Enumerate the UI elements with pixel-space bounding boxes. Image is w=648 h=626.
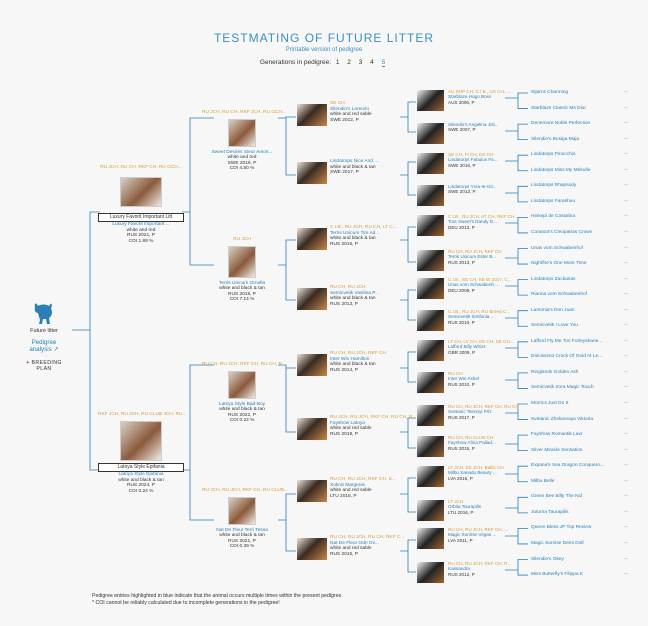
gen4-photo	[417, 90, 444, 111]
gen3-titles: RU CH, RU JCH	[330, 285, 366, 290]
gen4-titles: RU CH, RU JCH, RKF CH, ...	[448, 527, 508, 532]
gen5-ancestor[interactable]: Denemore Noble Perfection	[531, 121, 591, 127]
gen4-photo	[417, 405, 444, 426]
gen2-titles: RU JCH, RU CH, RKF JCH, RU GCH...	[202, 110, 286, 115]
gen3-name[interactable]: Nat De Fleur Odri Ov...	[330, 540, 379, 546]
gen3-born: RUS 2016, P	[330, 241, 358, 247]
more-options-icon[interactable]: ‥	[624, 196, 629, 203]
more-options-icon[interactable]: ‥	[624, 119, 629, 126]
more-options-icon[interactable]: ‥	[624, 399, 629, 405]
more-options-icon[interactable]: ‥	[624, 538, 629, 545]
grandparent-node-0[interactable]	[330, 101, 392, 123]
gen4-born: RUS 2012, P	[448, 571, 475, 577]
sire-parent-node-2[interactable]	[202, 362, 286, 424]
gen3-name[interactable]: Terris Unicum Tim Ad...	[330, 230, 380, 236]
gen4-titles: RU CH, RU JCH, RKF CH, RU CH	[448, 404, 519, 409]
more-options-icon[interactable]: ‥	[624, 259, 629, 266]
gen4-born: SWE 2016, P	[448, 162, 476, 168]
more-options-icon[interactable]: ‥	[624, 476, 629, 483]
gen3-color: white and red sable	[330, 546, 372, 552]
generations-label: Generations in pedigree:	[259, 59, 331, 66]
gen5-ancestor[interactable]: Svetanic Zhelannaya Viktoria	[531, 416, 594, 422]
gen2-color: white and black & tan	[219, 407, 265, 413]
gen3-color: white and black & tan	[330, 236, 376, 242]
dam-search-input[interactable]: Latoya Style Epifania	[98, 463, 184, 473]
great-grandparent-node-9[interactable]	[448, 371, 504, 387]
gen3-photo	[297, 228, 327, 250]
gen2-born: SWE 2019, P	[227, 160, 257, 166]
great-grandparent-node-2[interactable]	[448, 152, 504, 168]
great-grandparent-node-11[interactable]	[448, 435, 504, 451]
gen4-titles: LT JCH	[448, 499, 464, 504]
gen5-ancestor[interactable]: Juturna Taurapilis	[531, 509, 569, 515]
gen2-titles: RU JCH	[233, 237, 251, 242]
more-options-icon[interactable]: ‥	[624, 321, 629, 328]
gen5-ancestor[interactable]: Lindatorps Miss My Melodie	[531, 167, 591, 173]
gen4-titles: AU SHP CH, C.I.B., US CH, ...	[448, 89, 511, 94]
gen4-born: SWE 2013, P	[448, 189, 476, 195]
more-options-icon[interactable]: ‥	[624, 150, 629, 157]
gen3-photo	[297, 480, 327, 502]
great-grandparent-node-1[interactable]	[448, 122, 504, 133]
grandparent-node-2[interactable]	[330, 225, 397, 247]
generation-2[interactable]: 2	[347, 59, 351, 66]
gen3-born: SWE 2012, P	[330, 117, 359, 123]
gen5-ancestor[interactable]: Morrics Just Do It	[531, 401, 569, 406]
sire-node[interactable]	[98, 165, 184, 245]
gen2-name[interactable]: Sweet Desires Sieur Amos...	[211, 149, 273, 155]
gen4-name[interactable]: Milbu Xanadu Beauty ...	[448, 470, 497, 476]
great-grandparent-node-14[interactable]	[448, 527, 508, 543]
gen4-born: RUS 2015, P	[448, 445, 475, 451]
gen4-photo	[417, 153, 444, 174]
sire-titles: RU JCH, RU CH, RKF CH, RU GCH...	[100, 165, 182, 170]
dog-silhouette-icon	[31, 300, 57, 326]
great-grandparent-node-5[interactable]	[448, 249, 504, 265]
gen4-born: GBR 2009, P	[448, 349, 476, 355]
gen5-ancestor[interactable]: Expana's Sea Dragon Conquero...	[531, 463, 604, 469]
gen3-color: white and black & tan	[330, 362, 376, 368]
gen4-born: RUS 2013, P	[448, 259, 475, 265]
gen3-titles: RU CH, RU JCH, RKF CH, S...	[330, 477, 396, 482]
more-options-icon[interactable]: ‥	[624, 352, 629, 359]
sire-parent-node-0[interactable]	[202, 110, 286, 172]
gen4-titles: C.I.B., RU JCH, AT CH, RKF CH...	[448, 214, 519, 219]
generation-1[interactable]: 1	[335, 59, 340, 66]
gen5-ancestor[interactable]: Lindatorps Rhapsody	[531, 183, 577, 189]
future-litter-label: Future litter	[30, 328, 58, 334]
gen5-ancestor[interactable]: Lindatorps Zackarias	[531, 276, 576, 282]
dam-color: white and black & tan	[118, 477, 164, 483]
gen3-color: white and red sable	[330, 426, 372, 432]
gen2-coi: COI 0.39 %	[229, 544, 255, 550]
more-options-icon[interactable]: ‥	[624, 212, 629, 219]
gen3-name[interactable]: Silendio's Lorenzo	[330, 106, 370, 112]
pedigree-analysis-link[interactable]: Pedigree analysis ↗	[29, 339, 59, 353]
grandparent-node-1[interactable]	[330, 159, 392, 176]
gen4-photo	[417, 250, 444, 271]
gen4-titles: RU CH, RU JCH, RKF CH	[448, 249, 502, 254]
gen2-color: white and black & tan	[219, 286, 265, 292]
sire-name[interactable]: Luxury Favorit Important ...	[112, 222, 170, 228]
gen4-titles: RU CH, RU CLUB CH	[448, 435, 494, 440]
gen4-name[interactable]: Magic Sunrise Vegas ...	[448, 532, 497, 538]
gen5-ancestor[interactable]: Starblaze Classic Ms Dior	[531, 105, 586, 111]
gen3-name[interactable]: Lindatorps Nice And ...	[330, 159, 379, 164]
gen4-name[interactable]: Lindatorps Fabulus Fa...	[448, 157, 498, 163]
gen5-ancestor[interactable]: Queen Bless JP Top Review	[531, 525, 592, 531]
gen5-ancestor[interactable]: Semicvetik I Love You	[531, 323, 578, 329]
dam-node[interactable]	[98, 412, 187, 495]
gen4-photo	[417, 528, 444, 549]
gen3-titles: RU JCH, RU JCH, RKF CH, RU CH, R...	[330, 415, 417, 420]
gen2-coi: COI 0.22 %	[229, 418, 255, 424]
gen4-photo	[417, 278, 444, 299]
gen4-name[interactable]: Inter Win Ashel	[448, 376, 479, 382]
gen5-ancestor[interactable]: Fayshow Romantik Lavr	[531, 432, 583, 438]
gen3-born: RUS 2015, P	[330, 551, 358, 557]
more-options-icon[interactable]: ‥	[624, 274, 629, 281]
gen4-titles: LT CH, LV CH, EE CH, SE CH...	[448, 339, 514, 344]
more-options-icon[interactable]: ‥	[624, 507, 629, 514]
gen2-coi: COI 4.50 %	[229, 166, 255, 172]
gen4-name[interactable]: Svetanic Tsennyi Priz	[448, 409, 492, 415]
more-options-icon[interactable]: ‥	[624, 305, 629, 312]
gen4-born: LVA 2011, P	[448, 537, 473, 543]
gen4-titles: C.I.B., RU JCH, RU Breed C...	[448, 309, 511, 314]
gen3-born: SWE 2017, P	[330, 170, 359, 176]
gen4-titles: RU CH, RU JCH, RKF CH, R...	[448, 561, 512, 566]
more-options-icon[interactable]: ‥	[624, 414, 629, 421]
gen5-ancestor[interactable]: Hinkepi de Costalina	[531, 214, 575, 220]
more-options-icon[interactable]: ‥	[624, 134, 629, 141]
dam-born: RUS 2024, P	[127, 483, 155, 489]
gen3-color: white and black & tan	[330, 296, 376, 302]
gen3-born: RUS 2013, P	[330, 301, 358, 307]
more-options-icon[interactable]: ‥	[624, 383, 629, 390]
gen3-titles: RU CH, RU JCH, RU CH, RKF C...	[330, 535, 405, 540]
gen2-coi: COI 7.14 %	[229, 297, 255, 303]
gen3-color: white and red sable	[330, 112, 372, 118]
gen4-born: AUS 2006, P	[448, 99, 475, 105]
grandparent-node-4[interactable]	[330, 351, 392, 373]
gen5-ancestor[interactable]: Coratoot's Cleopatras Crown	[531, 229, 593, 235]
gen4-name[interactable]: Starblaze Hugo Boss	[448, 94, 492, 100]
great-grandparent-node-0[interactable]	[448, 89, 511, 105]
footer-note-coi: * COI cannot be reliably calculated due to incomplete generations in the pedigree!	[92, 600, 280, 606]
sire-born: RUS 2021, P	[127, 233, 155, 239]
gen4-photo	[417, 500, 444, 521]
gen2-color: white and black & tan	[219, 533, 265, 539]
gen5-ancestor[interactable]: Dolcissimo Crock Of Gold At Le...	[531, 354, 603, 360]
gen2-born: RUS 2021, P	[228, 538, 256, 544]
sire-search-input[interactable]: Luxury Favorit Important Litt	[98, 213, 184, 223]
gen2-photo	[228, 497, 256, 525]
gen3-photo	[297, 418, 327, 440]
gen4-name[interactable]: Kassandra	[448, 566, 470, 572]
gen4-born: DEU 2008, P	[448, 287, 475, 293]
pedigree-footer-notes	[92, 593, 343, 607]
great-grandparent-node-15[interactable]	[448, 561, 512, 577]
more-options-icon[interactable]: ‥	[624, 103, 629, 110]
more-options-icon[interactable]: ‥	[624, 243, 629, 250]
great-grandparent-node-7[interactable]	[448, 309, 511, 325]
great-grandparent-node-4[interactable]	[448, 214, 519, 230]
sire-parent-node-1[interactable]	[202, 237, 282, 303]
more-options-icon[interactable]: ‥	[624, 461, 629, 468]
more-options-icon[interactable]: ‥	[624, 227, 629, 234]
gen4-name[interactable]: Lindatorps Yrsa-Ie-Gir...	[448, 184, 497, 189]
more-options-icon[interactable]: ‥	[624, 570, 629, 577]
future-litter	[20, 300, 68, 372]
gen5-ancestor[interactable]: Semicvetik Zora Magic Touch	[531, 385, 594, 391]
gen3-name[interactable]: Semicvetik Vasilina P...	[330, 290, 379, 296]
gen4-titles: RU CH	[448, 371, 463, 376]
gen4-titles: LT JCH, EE JCH, Baltic CH	[448, 465, 504, 470]
great-grandparent-node-13[interactable]	[448, 499, 504, 515]
gen2-titles: RU JCH, RU JCH, RKF CH, RU CLUB...	[202, 488, 289, 493]
gen4-name[interactable]: Orbita Taurapilis	[448, 504, 482, 510]
gen2-born: RUS 2018, P	[228, 291, 256, 297]
gen4-name[interactable]: Toot Sweet's Dandy D...	[448, 219, 497, 225]
plus-icon: +	[26, 360, 30, 366]
gen3-titles: C.I.B., RU JCH, RU CH, LT C...	[330, 225, 397, 230]
gen4-name[interactable]: Terris Unicum Ester B...	[448, 254, 497, 260]
generation-4[interactable]: 4	[370, 59, 374, 66]
more-options-icon[interactable]: ‥	[624, 181, 629, 188]
sire-photo	[120, 177, 162, 207]
gen5-ancestor[interactable]: Ringlands Golden Ash	[531, 369, 579, 375]
great-grandparent-node-3[interactable]	[448, 184, 504, 195]
gen3-born: RUS 2014, P	[330, 367, 358, 373]
grandparent-node-6[interactable]	[330, 477, 396, 499]
more-options-icon[interactable]: ‥	[624, 523, 629, 530]
generation-3[interactable]: 3	[358, 59, 363, 66]
gen5-ancestor[interactable]: Stjarns Charming	[531, 90, 569, 95]
gen4-name[interactable]: Lafford Billy Whizz	[448, 344, 486, 350]
gen4-photo	[417, 372, 444, 393]
great-grandparent-node-8[interactable]	[448, 339, 514, 355]
gen5-ancestor[interactable]: Silendio's Busiga Maja	[531, 136, 580, 142]
gen3-photo	[297, 288, 327, 310]
gen5-ancestor[interactable]: Silendio's Okey	[531, 556, 564, 562]
gen4-name[interactable]: Silendio's Angelina Joli...	[448, 122, 499, 127]
gen3-photo	[297, 162, 327, 184]
more-options-icon[interactable]: ‥	[624, 430, 629, 437]
gen5-ancestor[interactable]: Lamonia's Don Juan	[531, 307, 575, 313]
gen4-titles: SE CH, FI CH, DK CH	[448, 152, 494, 157]
gen4-name[interactable]: Semicvetik Simfonia ...	[448, 314, 495, 320]
gen5-ancestor[interactable]: Miss Butterfly's Filippa K	[531, 572, 584, 578]
gen2-color: white and red	[227, 155, 257, 161]
gen5-ancestor[interactable]: Nightfire's One More Time	[531, 261, 587, 267]
footer-note-highlight: Pedigree entries highlighted in blue indicate that the animal occurs multiple times within the present pedigree.	[92, 593, 343, 599]
gen5-ancestor[interactable]: Lindatorps Farashuu	[531, 198, 575, 204]
gen5-ancestor[interactable]: Green Bee Billy The Kid	[531, 494, 583, 500]
gen3-photo	[297, 538, 327, 560]
gen2-titles: RU CH, RU JCH, RKF CH, RU CH, R...	[202, 362, 286, 367]
gen2-photo	[228, 371, 256, 399]
gen3-photo	[297, 354, 327, 376]
gen2-photo	[228, 246, 256, 278]
gen5-ancestor[interactable]: Lafford Fly Me Too Forleyshane...	[531, 338, 603, 344]
gen4-born: RUS 2017, P	[448, 414, 475, 420]
gen3-name[interactable]: Inter Win Hamilton	[330, 356, 370, 362]
gen3-photo	[297, 104, 327, 126]
gen4-photo	[417, 340, 444, 361]
chart-icon: ↗	[53, 346, 59, 353]
grandparent-node-3[interactable]	[330, 285, 392, 307]
gen4-born: RUS 2010, P	[448, 381, 475, 387]
more-options-icon[interactable]: ‥	[624, 336, 629, 343]
dam-name[interactable]: Latoya Style Epifania	[118, 472, 164, 478]
gen5-ancestor[interactable]: Magic Sunrise Demi Doll	[531, 540, 584, 546]
more-options-icon[interactable]: ‥	[624, 290, 629, 297]
breeding-plan-button[interactable]: + BREEDING PLAN	[26, 360, 62, 372]
more-options-icon[interactable]: ‥	[624, 165, 629, 172]
page-title: TESTMATING OF FUTURE LITTER	[213, 31, 435, 45]
more-options-icon[interactable]: ‥	[624, 554, 629, 561]
gen2-born: RUS 2022, P	[228, 412, 256, 418]
gen3-color: white and black & tan	[330, 164, 376, 170]
more-options-icon[interactable]: ‥	[624, 492, 629, 499]
gen3-name[interactable]: Fayshow Latoya	[330, 420, 365, 426]
dam-coi: COI 0.24 %	[128, 488, 154, 494]
gen3-born: RUS 2019, P	[330, 431, 358, 437]
gen4-photo	[417, 310, 444, 331]
gen4-photo	[417, 185, 444, 206]
gen4-born: LTU 2016, P	[448, 509, 474, 515]
gen4-name[interactable]: Fayshow Afina Pallad...	[448, 440, 496, 446]
gen3-titles: SE CH	[330, 101, 345, 106]
gen4-photo	[417, 123, 444, 144]
gen4-photo	[417, 562, 444, 583]
gen5-ancestor[interactable]: Unas vom Schwabenhof	[531, 245, 583, 251]
sire-color: white and red	[126, 227, 156, 233]
sire-parent-node-3[interactable]	[202, 488, 289, 550]
gen4-photo	[417, 436, 444, 457]
dam-photo	[120, 421, 162, 461]
gen5-ancestor[interactable]: Silver Miracle Sensation	[531, 447, 583, 453]
gen2-name[interactable]: Terris Unicum Ornella	[218, 280, 266, 286]
printable-link[interactable]: Printable version of pedigree	[285, 47, 363, 53]
gen2-photo	[228, 119, 256, 147]
more-options-icon[interactable]: ‥	[624, 367, 629, 374]
grandparent-node-7[interactable]	[330, 535, 405, 557]
more-options-icon[interactable]: ‥	[624, 445, 629, 452]
gen4-photo	[417, 215, 444, 236]
dam-titles: RKF JCH, RU JCH, RU CLUB JCH, RU...	[98, 412, 187, 417]
great-grandparent-node-12[interactable]	[448, 465, 504, 481]
sire-coi: COI 1.89 %	[128, 238, 154, 244]
grandparent-node-5[interactable]	[330, 415, 417, 437]
gen3-born: LTU 2018, P	[330, 493, 357, 499]
gen4-name[interactable]: Unas vom Schwabenh...	[448, 282, 498, 288]
gen4-photo	[417, 466, 444, 487]
gen4-born: SWE 2007, P	[448, 127, 476, 133]
gen4-born: RUS 2010, P	[448, 319, 475, 325]
gen4-titles: C.I.B., SE CH, SE W 2017, C...	[448, 277, 512, 282]
more-options-icon[interactable]: ‥	[624, 88, 629, 94]
gen3-color: white and red sable	[330, 488, 372, 494]
gen4-born: DEU 2013, P	[448, 224, 475, 230]
gen2-name[interactable]: Latoya Style Bad-Boy	[218, 401, 266, 407]
gen5-ancestor[interactable]: Rianna vom Schwabenhof	[531, 292, 587, 298]
gen5-ancestor[interactable]: Lindatorps Pinocchio	[531, 152, 576, 158]
gen3-name[interactable]: Sokrat Margenis	[330, 482, 365, 488]
gen2-name[interactable]: Nat De Fleur Terri Tessa	[216, 527, 268, 533]
gen4-born: LVA 2016, P	[448, 475, 473, 481]
great-grandparent-node-10[interactable]	[448, 404, 519, 420]
generation-5[interactable]: 5	[381, 59, 386, 66]
great-grandparent-node-6[interactable]	[448, 277, 512, 293]
gen5-ancestor[interactable]: Milbu Belle	[531, 478, 555, 484]
gen3-titles: RU CH, RU JCH, RKF CH	[330, 351, 386, 356]
